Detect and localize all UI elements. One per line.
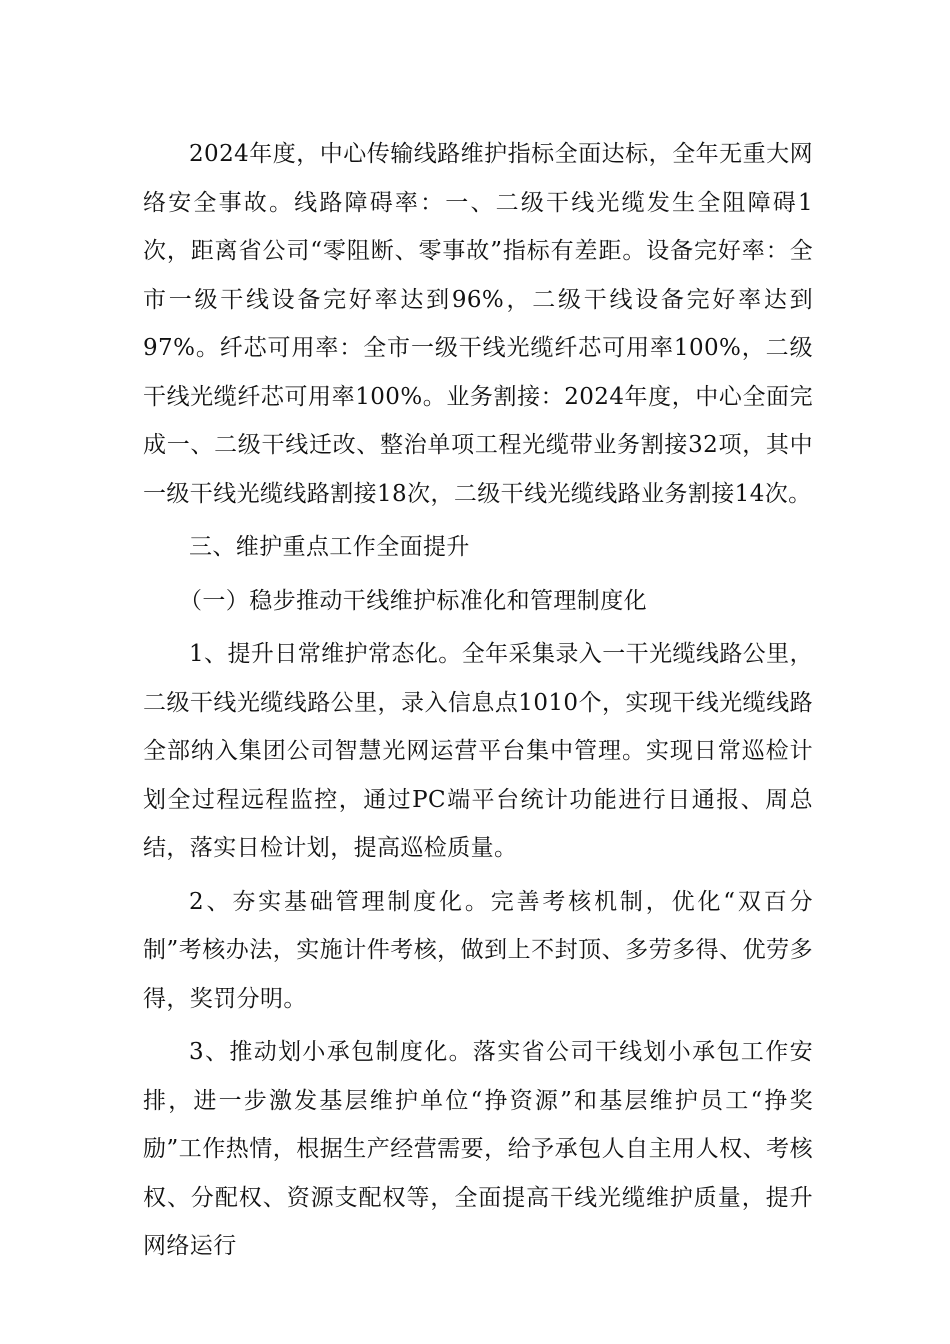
document-body bbox=[143, 130, 813, 1276]
section-heading: 三、维护重点工作全面提升 bbox=[189, 534, 470, 560]
paragraph-item-2: 2、夯实基础管理制度化。完善考核机制，优化“双百分制”考核办法，实施计件考核，做到上不封顶、多劳多得、优劳多得，奖罚分明。 bbox=[143, 888, 813, 1012]
subsection-heading: （一）稳步推动干线维护标准化和管理制度化 bbox=[179, 587, 647, 614]
paragraph-item-1: 1、提升日常维护常态化。全年采集录入一干光缆线路公里，二级干线光缆线路公里，录入信息点1010个，实现干线光缆线路全部纳入集团公司智慧光网运营平台集中管理。实现日常巡检计划全过程远程监控，通过PC端平台统计功能进行日通报、周总结，落实日检计划，提高巡检质量。 bbox=[143, 641, 813, 861]
paragraph-indicators: 2024年度，中心传输线路维护指标全面达标，全年无重大网络安全事故。线路障碍率：一、二级干线光缆发生全阻障碍1次，距离省公司“零阻断、零事故”指标有差距。设备完好率：全市一级干线设备完好率达到96%，二级干线设备完好率达到97%。纤芯可用率：全市一级干线光缆纤芯可用率100%，二级干线光缆纤芯可用率100%。业务割接：2024年度，中心全面完成一、二级干线迁改、整治单项工程光缆带业务割接32项，其中一级干线光缆线路割接18次，二级干线光缆线路业务割接14次。 bbox=[143, 141, 813, 507]
paragraph-item-3: 3、推动划小承包制度化。落实省公司干线划小承包工作安排，进一步激发基层维护单位“挣资源”和基层维护员工“挣奖励”工作热情，根据生产经营需要，给予承包人自主用人权、考核权、分配权、资源支配权等，全面提高干线光缆维护质量，提升网络运行 bbox=[143, 1039, 813, 1259]
